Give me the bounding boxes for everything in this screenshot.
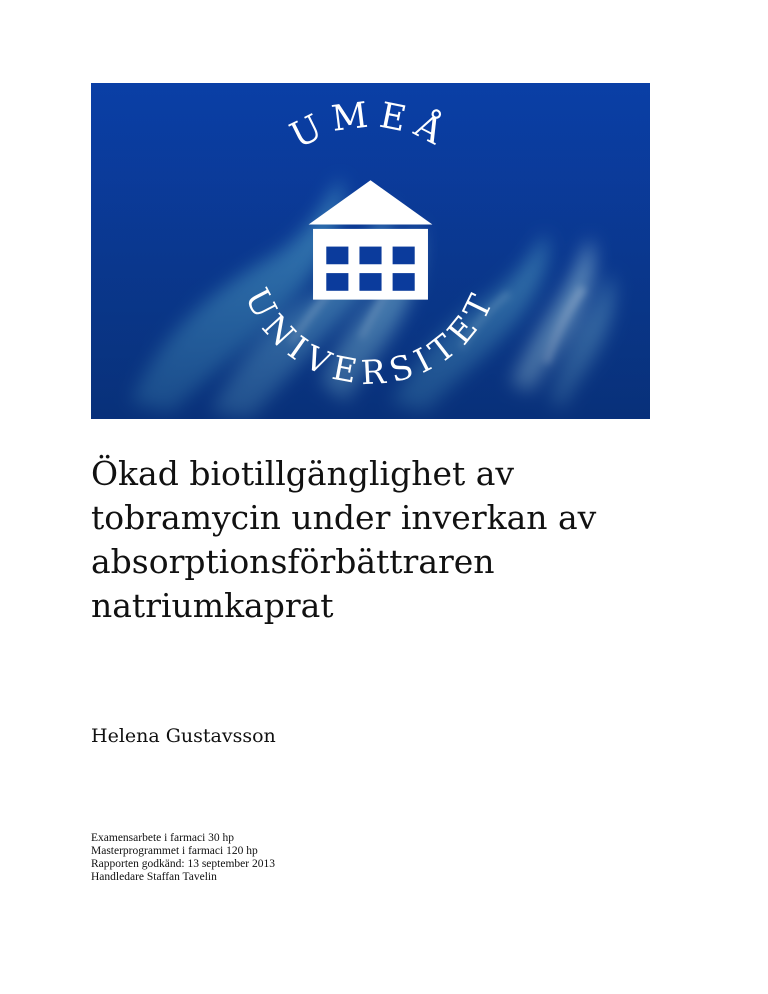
details-line: Rapporten godkänd: 13 september 2013 — [91, 858, 275, 870]
title-line: absorptionsförbättraren — [91, 542, 495, 581]
svg-text:UMEÅ: UMEÅ — [283, 93, 458, 157]
title-line: tobramycin under inverkan av — [91, 498, 597, 537]
umea-universitet-seal-icon — [91, 83, 650, 419]
details-line: Examensarbete i farmaci 30 hp — [91, 832, 235, 844]
cover-image — [91, 83, 650, 419]
details-line: Masterprogrammet i farmaci 120 hp — [91, 845, 258, 857]
title-line: natriumkaprat — [91, 586, 334, 625]
document-title — [91, 452, 691, 628]
title-line: Ökad biotillgänglighet av — [91, 454, 515, 493]
svg-text:UNIVERSITET: UNIVERSITET — [237, 281, 504, 393]
author-name: Helena Gustavsson — [91, 725, 276, 747]
details-line: Handledare Staffan Tavelin — [91, 871, 217, 883]
thesis-details — [91, 832, 275, 884]
